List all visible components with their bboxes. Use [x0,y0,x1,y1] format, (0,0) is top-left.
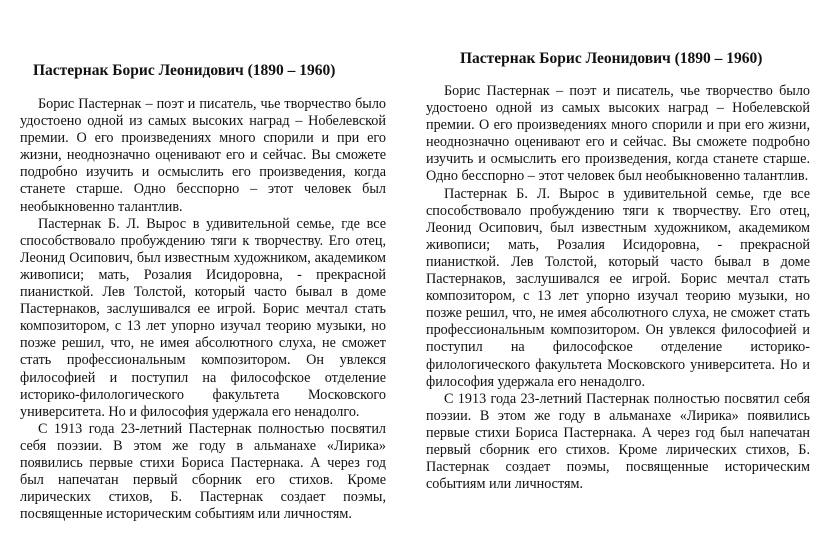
right-paragraph-1: Борис Пастернак – поэт и писатель, чье творчество было удостоено одной из самых высоких наград – Нобелевской премии. О его произведениях много спорили и при его жизни, неоднозначно оценивают его и сейчас. Вы сможете подробно изучить и осмыслить его произведения, когда станете старше. Одно бесспорно – этот человек был необыкновенно талантлив. [426,83,810,185]
left-paragraph-3: С 1913 года 23-летний Пастернак полностью посвятил себя поэзии. В этом же году в альманахе «Лирика» появились первые стихи Бориса Пастернака. А через год был напечатан первый сборник его стихов. Кроме лирических стихов, Б. Пастернак создает поэмы, посвященные историческим событиям или личностям. [20,420,386,523]
right-paragraph-2: Пастернак Б. Л. Вырос в удивительной семье, где все способствовало пробуждению тяги к творчеству. Его отец, Леонид Осипович, был известным художником, академиком живописи; мать, Розалия Исидоровна, - прекрасной пианисткой. Лев Толстой, который часто бывал в доме Пастернаков, заслушивался ее игрой. Борис мечтал стать композитором, с 13 лет упорно изучал теорию музыки, но позже решил, что, не имея абсолютного слуха, не сможет стать профессиональным композитором. Он увлекся философией и поступил на философское отделение историко-филологического факультета Московского университета. Но и философия удержала его ненадолго. [426,185,810,390]
left-paragraph-2: Пастернак Б. Л. Вырос в удивительной семье, где все способствовало пробуждению тяги к творчеству. Его отец, Леонид Осипович, был известным художником, академиком живописи; мать, Розалия Исидоровна, - прекрасной пианисткой. Лев Толстой, который часто бывал в доме Пастернаков, заслушивался ее игрой. Борис мечтал стать композитором, с 13 лет упорно изучал теорию музыки, но позже решил, что, не имея абсолютного слуха, не сможет стать профессиональным композитором. Он увлекся философией и поступил на философское отделение историко-филологического факультета Московского университета. Но и философия удержала его ненадолго. [20,215,386,420]
right-paragraph-3: С 1913 года 23-летний Пастернак полностью посвятил себя поэзии. В этом же году в альманахе «Лирика» появились первые стихи Бориса Пастернака. А через год был напечатан первый сборник его стихов. Кроме лирических стихов, Б. Пастернак создает поэмы, посвященные историческим событиям или личностям. [426,390,810,493]
right-page-title: Пастернак Борис Леонидович (1890 – 1960) [460,50,763,67]
right-page-body [426,83,810,493]
left-page-title: Пастернак Борис Леонидович (1890 – 1960) [33,62,336,79]
left-page-body [20,96,386,523]
left-paragraph-1: Борис Пастернак – поэт и писатель, чье творчество было удостоено одной из самых высоких наград – Нобелевской премии. О его произведениях много спорили и при его жизни, неоднозначно оценивают его и сейчас. Вы сможете подробно изучить и осмыслить его произведения, когда станете старше. Одно бесспорно – этот человек был необыкновенно талантлив. [20,96,386,215]
